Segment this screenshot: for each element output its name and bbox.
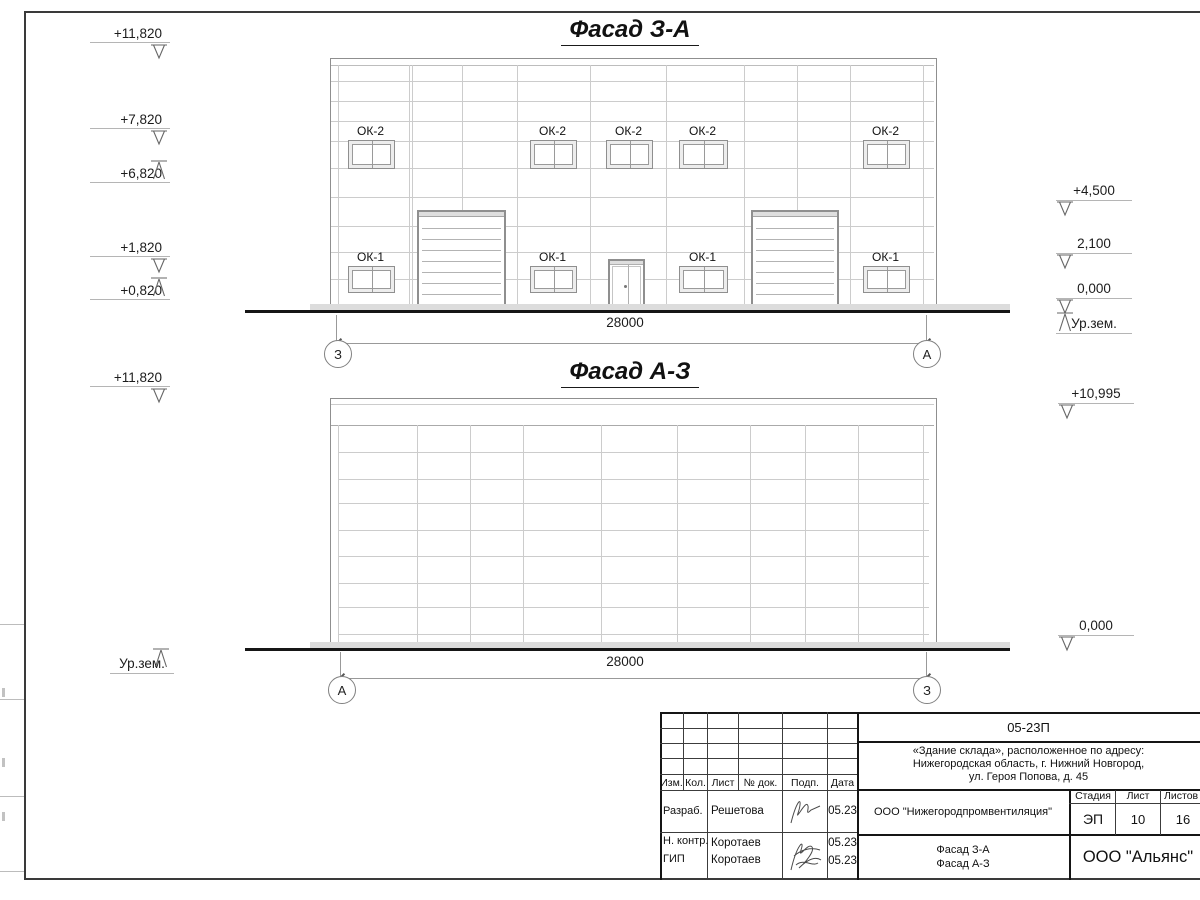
panel-joint xyxy=(850,65,851,305)
elevation-mark: +11,820 xyxy=(90,370,170,387)
elevation-arrow-down-icon xyxy=(150,130,168,146)
window-mullion xyxy=(704,141,705,168)
facade2-title: Фасад А-З xyxy=(430,358,830,386)
parapet-line xyxy=(331,404,934,405)
panel-joint xyxy=(409,65,410,305)
window-label: ОК-1 xyxy=(689,250,716,264)
role-name: Коротаев xyxy=(711,854,761,866)
elevation-arrow-down-icon xyxy=(1056,254,1074,270)
project-address-line: «Здание склада», расположенное по адресу: xyxy=(912,744,1145,757)
panel-line xyxy=(331,101,934,102)
window-ok1 xyxy=(530,266,577,293)
margin-table-text-stub xyxy=(2,688,5,697)
panel-joint xyxy=(523,425,524,643)
window-mullion xyxy=(554,267,555,292)
col-podp: Подп. xyxy=(791,776,819,789)
axis-letter: А xyxy=(337,682,347,698)
col-izm: Изм. xyxy=(660,776,683,789)
door-leaf-line xyxy=(628,265,629,308)
elevation-arrow-down-icon xyxy=(150,44,168,60)
elevation-mark: +6,820 xyxy=(90,166,170,183)
window-ok2 xyxy=(606,140,653,169)
panel-line xyxy=(338,607,929,608)
window-mullion xyxy=(887,267,888,292)
panel-joint xyxy=(677,425,678,643)
elevation-mark: +1,820 xyxy=(90,240,170,257)
role-date: 05.23 xyxy=(828,805,857,817)
titleblock-line xyxy=(707,712,708,880)
facade1-dim-line xyxy=(337,343,927,344)
axis-letter: З xyxy=(334,346,342,362)
margin-table-line xyxy=(0,624,24,625)
elevation-mark: +7,820 xyxy=(90,112,170,129)
door-cap xyxy=(610,261,643,265)
window-label: ОК-1 xyxy=(539,250,566,264)
panel-joint xyxy=(412,65,413,305)
window-label: ОК-2 xyxy=(615,124,642,138)
entrance-door xyxy=(608,259,645,310)
axis-letter: А xyxy=(922,346,932,362)
window-mullion xyxy=(704,267,705,292)
elevation-mark: +11,820 xyxy=(90,26,170,43)
role-date: 05.23 xyxy=(828,855,857,867)
panel-joint xyxy=(338,65,339,305)
col-kol: Кол. xyxy=(685,776,706,789)
margin-table-line xyxy=(0,796,24,797)
frame-bottom xyxy=(24,878,1200,880)
titleblock-line xyxy=(660,743,857,744)
margin-table-line xyxy=(0,699,24,700)
window-ok1 xyxy=(679,266,728,293)
window-label: ОК-2 xyxy=(689,124,716,138)
panel-line xyxy=(331,121,934,122)
window-label: ОК-1 xyxy=(357,250,384,264)
elevation-mark: +4,500 xyxy=(1056,183,1132,201)
signature-icon xyxy=(786,793,824,831)
facade2-axis-right xyxy=(913,676,941,704)
window-mullion xyxy=(887,141,888,168)
titleblock-line xyxy=(782,712,783,880)
elevation-mark: 0,000 xyxy=(1056,281,1132,299)
facade2-dim-text: 28000 xyxy=(606,654,644,669)
elevation-mark: 0,000 xyxy=(1058,618,1134,636)
facade1-axis-right xyxy=(913,340,941,368)
gate-slats xyxy=(422,218,501,306)
window-label: ОК-2 xyxy=(357,124,384,138)
margin-table-text-stub xyxy=(2,812,5,821)
panel-line xyxy=(338,479,929,480)
sheets-total: 16 xyxy=(1175,811,1191,827)
panel-line xyxy=(338,583,929,584)
elevation-mark: 2,100 xyxy=(1056,236,1132,254)
window-mullion xyxy=(372,267,373,292)
panel-joint xyxy=(923,425,924,643)
elevation-arrow-up-icon xyxy=(150,277,168,297)
company-name: ООО "Альянс" xyxy=(1082,847,1194,866)
sheet-label: Лист xyxy=(1126,790,1150,802)
facade2-axis-left xyxy=(328,676,356,704)
col-list: Лист xyxy=(711,776,735,789)
margin-table-text-stub xyxy=(2,758,5,767)
panel-line xyxy=(338,530,929,531)
drawing-name: Фасад А-З xyxy=(936,858,990,870)
col-doc: № док. xyxy=(743,776,778,789)
panel-joint xyxy=(470,425,471,643)
panel-joint xyxy=(666,65,667,305)
role-label: ГИП xyxy=(663,853,685,865)
role-label: Н. контр. xyxy=(663,835,709,847)
facade1-ext-right xyxy=(926,315,927,341)
window-mullion xyxy=(630,141,631,168)
window-ok1 xyxy=(863,266,910,293)
margin-table-line xyxy=(0,871,24,872)
panel-joint xyxy=(601,425,602,643)
facade1-axis-left xyxy=(324,340,352,368)
elevation-arrow-up-icon xyxy=(150,160,168,180)
drawing-name: Фасад З-А xyxy=(936,844,990,856)
role-date: 05.23 xyxy=(828,837,857,849)
window-ok1 xyxy=(348,266,395,293)
gate-cap xyxy=(753,212,837,217)
window-mullion xyxy=(554,141,555,168)
facade1-ext-left xyxy=(336,315,337,341)
stage-value: ЭП xyxy=(1082,811,1104,827)
frame-top xyxy=(24,11,1200,13)
elevation-arrow-down-icon xyxy=(1058,636,1076,652)
ground-level-label: Ур.зем. xyxy=(110,656,174,674)
window-ok2 xyxy=(679,140,728,169)
panel-joint xyxy=(590,65,591,305)
roller-gate xyxy=(751,210,839,310)
signature-icon xyxy=(784,834,826,876)
elevation-mark: +10,995 xyxy=(1058,386,1134,404)
panel-joint xyxy=(744,65,745,305)
facade1-title: Фасад З-А xyxy=(430,16,830,44)
titleblock-code: 05-23П xyxy=(1007,719,1050,735)
parapet-line xyxy=(331,425,934,426)
window-label: ОК-2 xyxy=(872,124,899,138)
facade2-dim-line xyxy=(340,678,927,679)
window-label: ОК-1 xyxy=(872,250,899,264)
elevation-arrow-down-icon xyxy=(1058,404,1076,420)
role-name: Коротаев xyxy=(711,837,761,849)
role-label: Разраб. xyxy=(663,805,703,817)
window-label: ОК-2 xyxy=(539,124,566,138)
stage-label: Стадия xyxy=(1075,790,1111,802)
roller-gate xyxy=(417,210,506,310)
gate-cap xyxy=(419,212,504,217)
panel-line xyxy=(338,556,929,557)
window-ok2 xyxy=(863,140,910,169)
frame-left xyxy=(24,11,26,880)
gate-slats xyxy=(756,218,834,306)
axis-letter: З xyxy=(923,682,931,698)
elevation-arrow-down-icon xyxy=(150,388,168,404)
panel-joint xyxy=(923,65,924,305)
window-mullion xyxy=(372,141,373,168)
elevation-arrow-down-icon xyxy=(150,258,168,274)
panel-line xyxy=(338,503,929,504)
ground-level-label: Ур.зем. xyxy=(1056,316,1132,334)
panel-joint xyxy=(805,425,806,643)
elevation-mark: +0,820 xyxy=(90,283,170,300)
sheet-number: 10 xyxy=(1130,811,1146,827)
panel-joint xyxy=(517,65,518,305)
facade2-building xyxy=(330,398,937,651)
facade1-ground-line xyxy=(245,310,1010,313)
panel-line xyxy=(338,634,929,635)
panel-line xyxy=(331,81,934,82)
designer-org: ООО "Нижегородпромвентиляция" xyxy=(873,806,1053,818)
drawing-names xyxy=(859,836,1067,878)
panel-joint xyxy=(858,425,859,643)
project-address-line: Нижегородская область, г. Нижний Новгород, xyxy=(912,757,1145,770)
panel-joint xyxy=(417,425,418,643)
titleblock-line xyxy=(660,712,662,880)
titleblock-line xyxy=(660,728,857,729)
titleblock-line xyxy=(660,758,857,759)
role-name: Решетова xyxy=(711,805,764,817)
facade2-ground-line xyxy=(245,648,1010,651)
facade1-dim-text: 28000 xyxy=(606,315,644,330)
panel-line xyxy=(331,65,934,66)
panel-line xyxy=(338,452,929,453)
elevation-arrow-down-icon xyxy=(1056,201,1074,217)
col-data: Дата xyxy=(830,776,855,789)
sheets-label: Листов xyxy=(1164,790,1199,802)
window-ok2 xyxy=(348,140,395,169)
project-address-line: ул. Героя Попова, д. 45 xyxy=(968,770,1089,783)
panel-joint xyxy=(338,425,339,643)
window-ok2 xyxy=(530,140,577,169)
panel-line xyxy=(331,197,934,198)
panel-joint xyxy=(750,425,751,643)
